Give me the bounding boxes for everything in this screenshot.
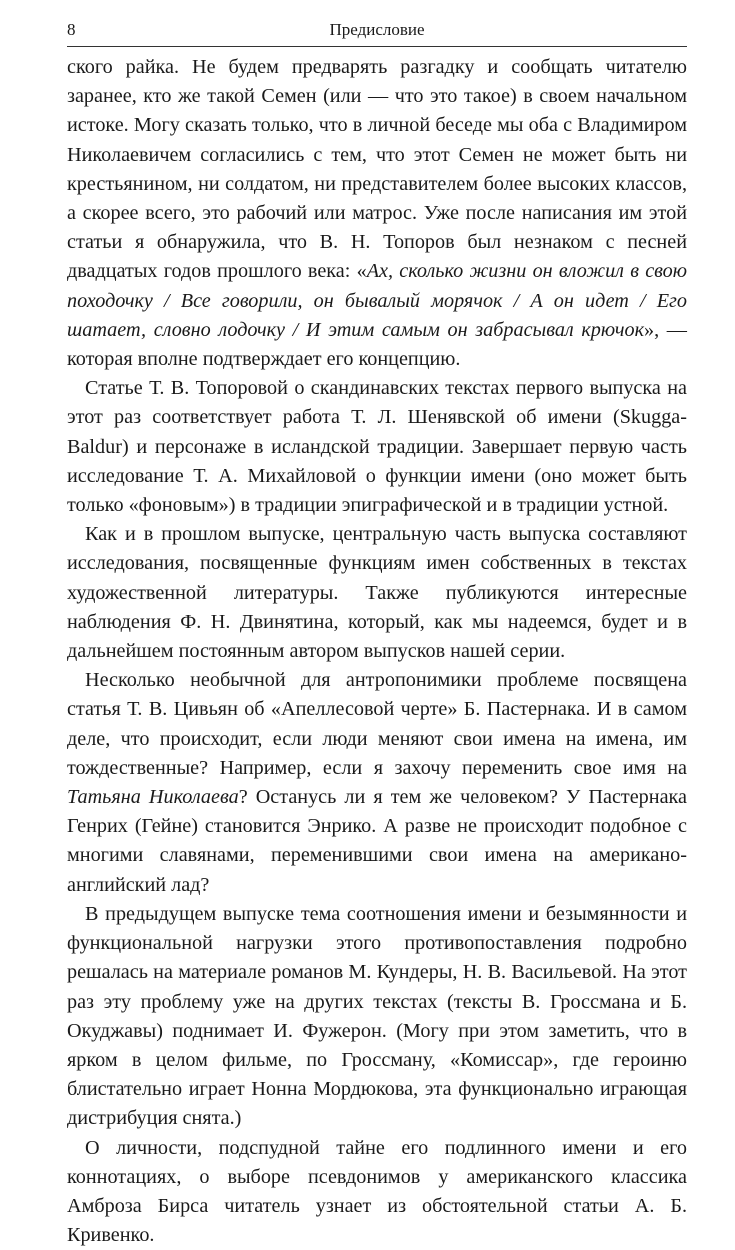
italic-text-run: Ах, сколько жизни он вложил в свою походочку / Все говорили, он бывалый морячок / А он идет / Его шатает, словно лодочку / И этим самым он забрасывал крючок [67,260,687,341]
text-run: Статье Т. В. Топоровой о скандинавских текстах первого выпуска на этот раз соответствует работа Т. Л. Шенявской об имени (Skugga-Baldur) и персонаже в исландской традиции. Завершает первую часть исследование Т. А. Михайловой о функции имени (оно может быть только «фоновым») в традиции эпиграфической и в традиции устной. [67,377,687,517]
paragraph [67,666,687,900]
text-run: О личности, подспудной тайне его подлинного имени и его коннотациях, о выборе псевдонимов у американского классика Амброза Бирса читатель узнает из обстоятельной статьи А. Б. Кривенко. [67,1136,687,1247]
page-number: 8 [67,20,76,39]
text-run: ? Останусь ли я тем же человеком? У Пастернака Генрих (Гейне) становится Энрико. А разве не происходит подобное с многими славянами, переменившими свои имена на американо-английский лад? [67,786,687,896]
paragraph [67,520,687,666]
body-text [67,53,687,1250]
paragraph [67,374,687,520]
text-run: ского райка. Не будем предварять разгадку и сообщать читателю заранее, кто же такой Семен (или — что это такое) в своем начальном истоке. Могу сказать только, что в личной беседе мы оба с Владимиром Николаевичем согласились с тем, что этот Семен не может быть ни крестьянином, ни солдатом, ни представителем более высоких классов, а скорее всего, это рабочий или матрос. Уже после написания им этой статьи я обнаружила, что В. Н. Топоров был незнаком с песней двадцатых годов прошлого века: « [67,56,687,283]
running-head [67,16,687,46]
paragraph [67,900,687,1134]
text-run: », — которая вполне подтверждает его концепцию. [67,318,687,371]
running-title: Предисловие [329,20,425,39]
header-rule [67,46,687,47]
italic-text-run: Татьяна Николаева [67,786,239,809]
paragraph [67,1134,687,1250]
paragraph [67,53,687,374]
text-run: В предыдущем выпуске тема соотношения имени и безымянности и функциональной нагрузки этого противопоставления подробно решалась на материале романов М. Кундеры, Н. В. Васильевой. На этот раз эту проблему уже на других текстах (тексты В. Гроссмана и Б. Окуджавы) поднимает И. Фужерон. (Могу при этом заметить, что в ярком в целом фильме, по Гроссману, «Комиссар», где героиню блистательно играет Нонна Мордюкова, эта функционально играющая дистрибуция снята.) [67,902,687,1130]
text-run: Как и в прошлом выпуске, центральную часть выпуска составляют исследования, посвященные функциям имен собственных в текстах художественной литературы. Также публикуются интересные наблюдения Ф. Н. Двинятина, который, как мы надеемся, будет и в дальнейшем постоянным автором выпусков нашей серии. [67,523,687,663]
text-run: Несколько необычной для антропонимики проблеме посвящена статья Т. В. Цивьян об «Апеллесовой черте» Б. Пастернака. И в самом деле, что происходит, если люди меняют свои имена на имена, им тождественные? Например, если я захочу переменить свое имя на [67,669,687,779]
